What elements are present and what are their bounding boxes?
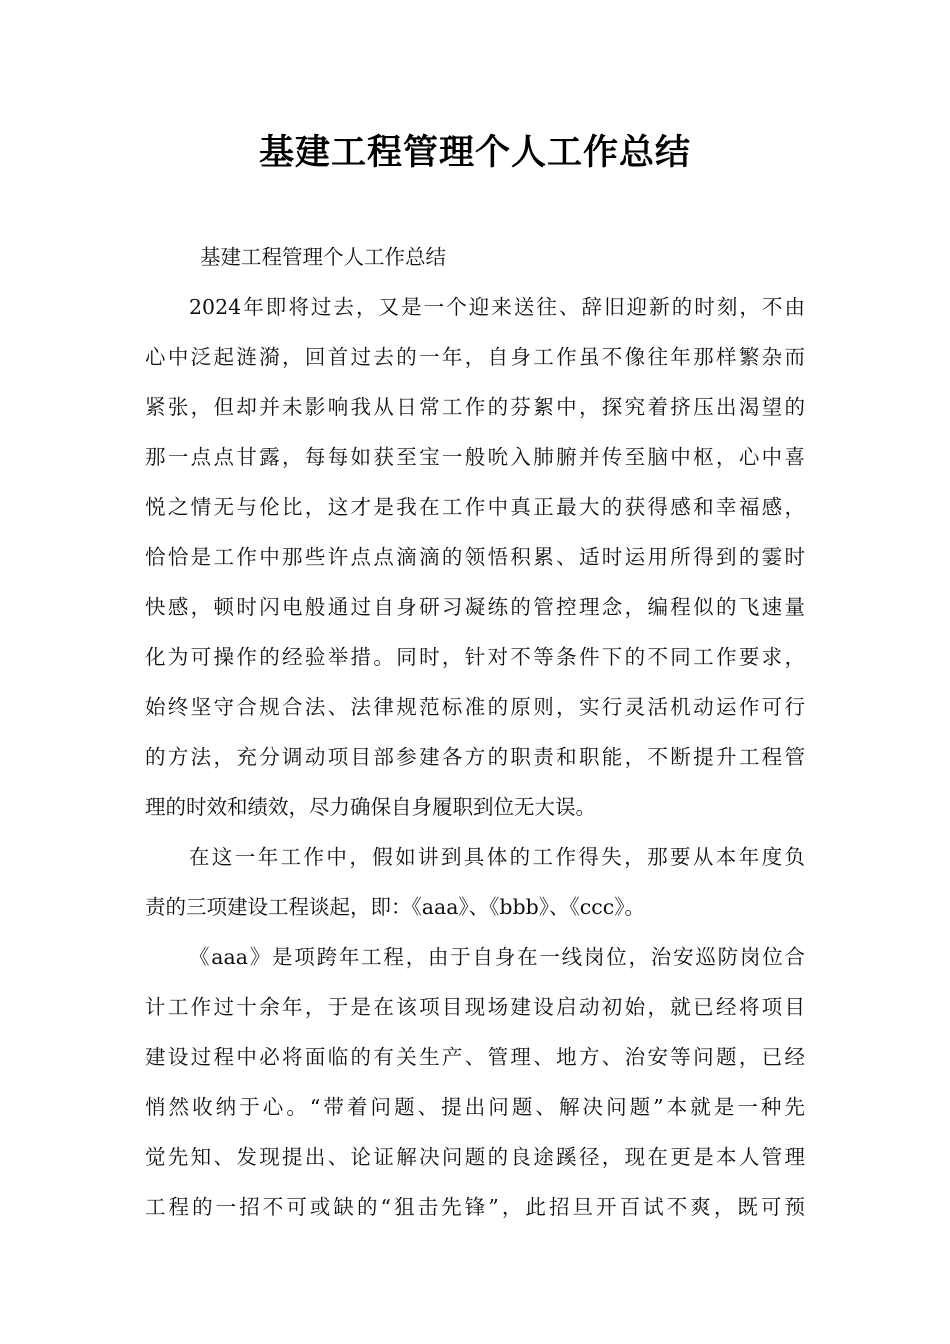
document-title: 基建工程管理个人工作总结 [258, 133, 691, 173]
paragraph-line: 紧张，但却并未影响我从日常工作的芬絮中，探究着挤压出渴望的 [145, 395, 805, 419]
paragraph-line: 悄然收纳于心。“带着问题、提出问题、解决问题”本就是一种先 [145, 1095, 805, 1119]
paragraph-line: 理的时效和绩效，尽力确保自身履职到位无大误。 [145, 795, 596, 819]
paragraph-line: 《aaa》是项跨年工程，由于自身在一线岗位，治安巡防岗位合 [189, 945, 805, 969]
paragraph-line: 化为可操作的经验举措。同时，针对不等条件下的不同工作要求， [145, 645, 805, 669]
paragraph-line: 责的三项建设工程谈起，即：《aaa》、《bbb》、《ccc》。 [145, 895, 645, 919]
paragraph-3 [145, 932, 805, 1232]
paragraph-line: 恰恰是工作中那些许点点滴滴的领悟积累、适时运用所得到的霎时 [145, 545, 805, 569]
document-subtitle: 基建工程管理个人工作总结 [200, 245, 446, 269]
paragraph-line: 心中泛起涟漪，回首过去的一年，自身工作虽不像往年那样繁杂而 [145, 345, 805, 369]
paragraph-line: 觉先知、发现提出、论证解决问题的良途蹊径，现在更是本人管理 [145, 1145, 805, 1169]
paragraph-line: 计工作过十余年，于是在该项目现场建设启动初始，就已经将项目 [145, 995, 805, 1019]
paragraph-line: 建设过程中必将面临的有关生产、管理、地方、治安等问题，已经 [145, 1045, 805, 1069]
paragraph-line: 工程的一招不可或缺的“狙击先锋”，此招旦开百试不爽，既可预 [145, 1195, 805, 1219]
document-body [145, 232, 805, 1232]
paragraph-line: 那一点点甘露，每每如获至宝一般吮入肺腑并传至脑中枢，心中喜 [145, 445, 805, 469]
paragraph-line: 在这一年工作中，假如讲到具体的工作得失，那要从本年度负 [189, 845, 805, 869]
paragraph-line: 2024年即将过去，又是一个迎来送往、辞旧迎新的时刻，不由 [189, 295, 805, 319]
paragraph-1 [145, 282, 805, 832]
paragraph-line: 始终坚守合规合法、法律规范标准的原则，实行灵活机动运作可行 [145, 695, 805, 719]
paragraph-line: 悦之情无与伦比，这才是我在工作中真正最大的获得感和幸福感， [145, 495, 805, 519]
paragraph-line: 快感，顿时闪电般通过自身研习凝练的管控理念，编程似的飞速量 [145, 595, 805, 619]
paragraph-2 [145, 832, 805, 932]
paragraph-line: 的方法，充分调动项目部参建各方的职责和职能，不断提升工程管 [145, 745, 805, 769]
